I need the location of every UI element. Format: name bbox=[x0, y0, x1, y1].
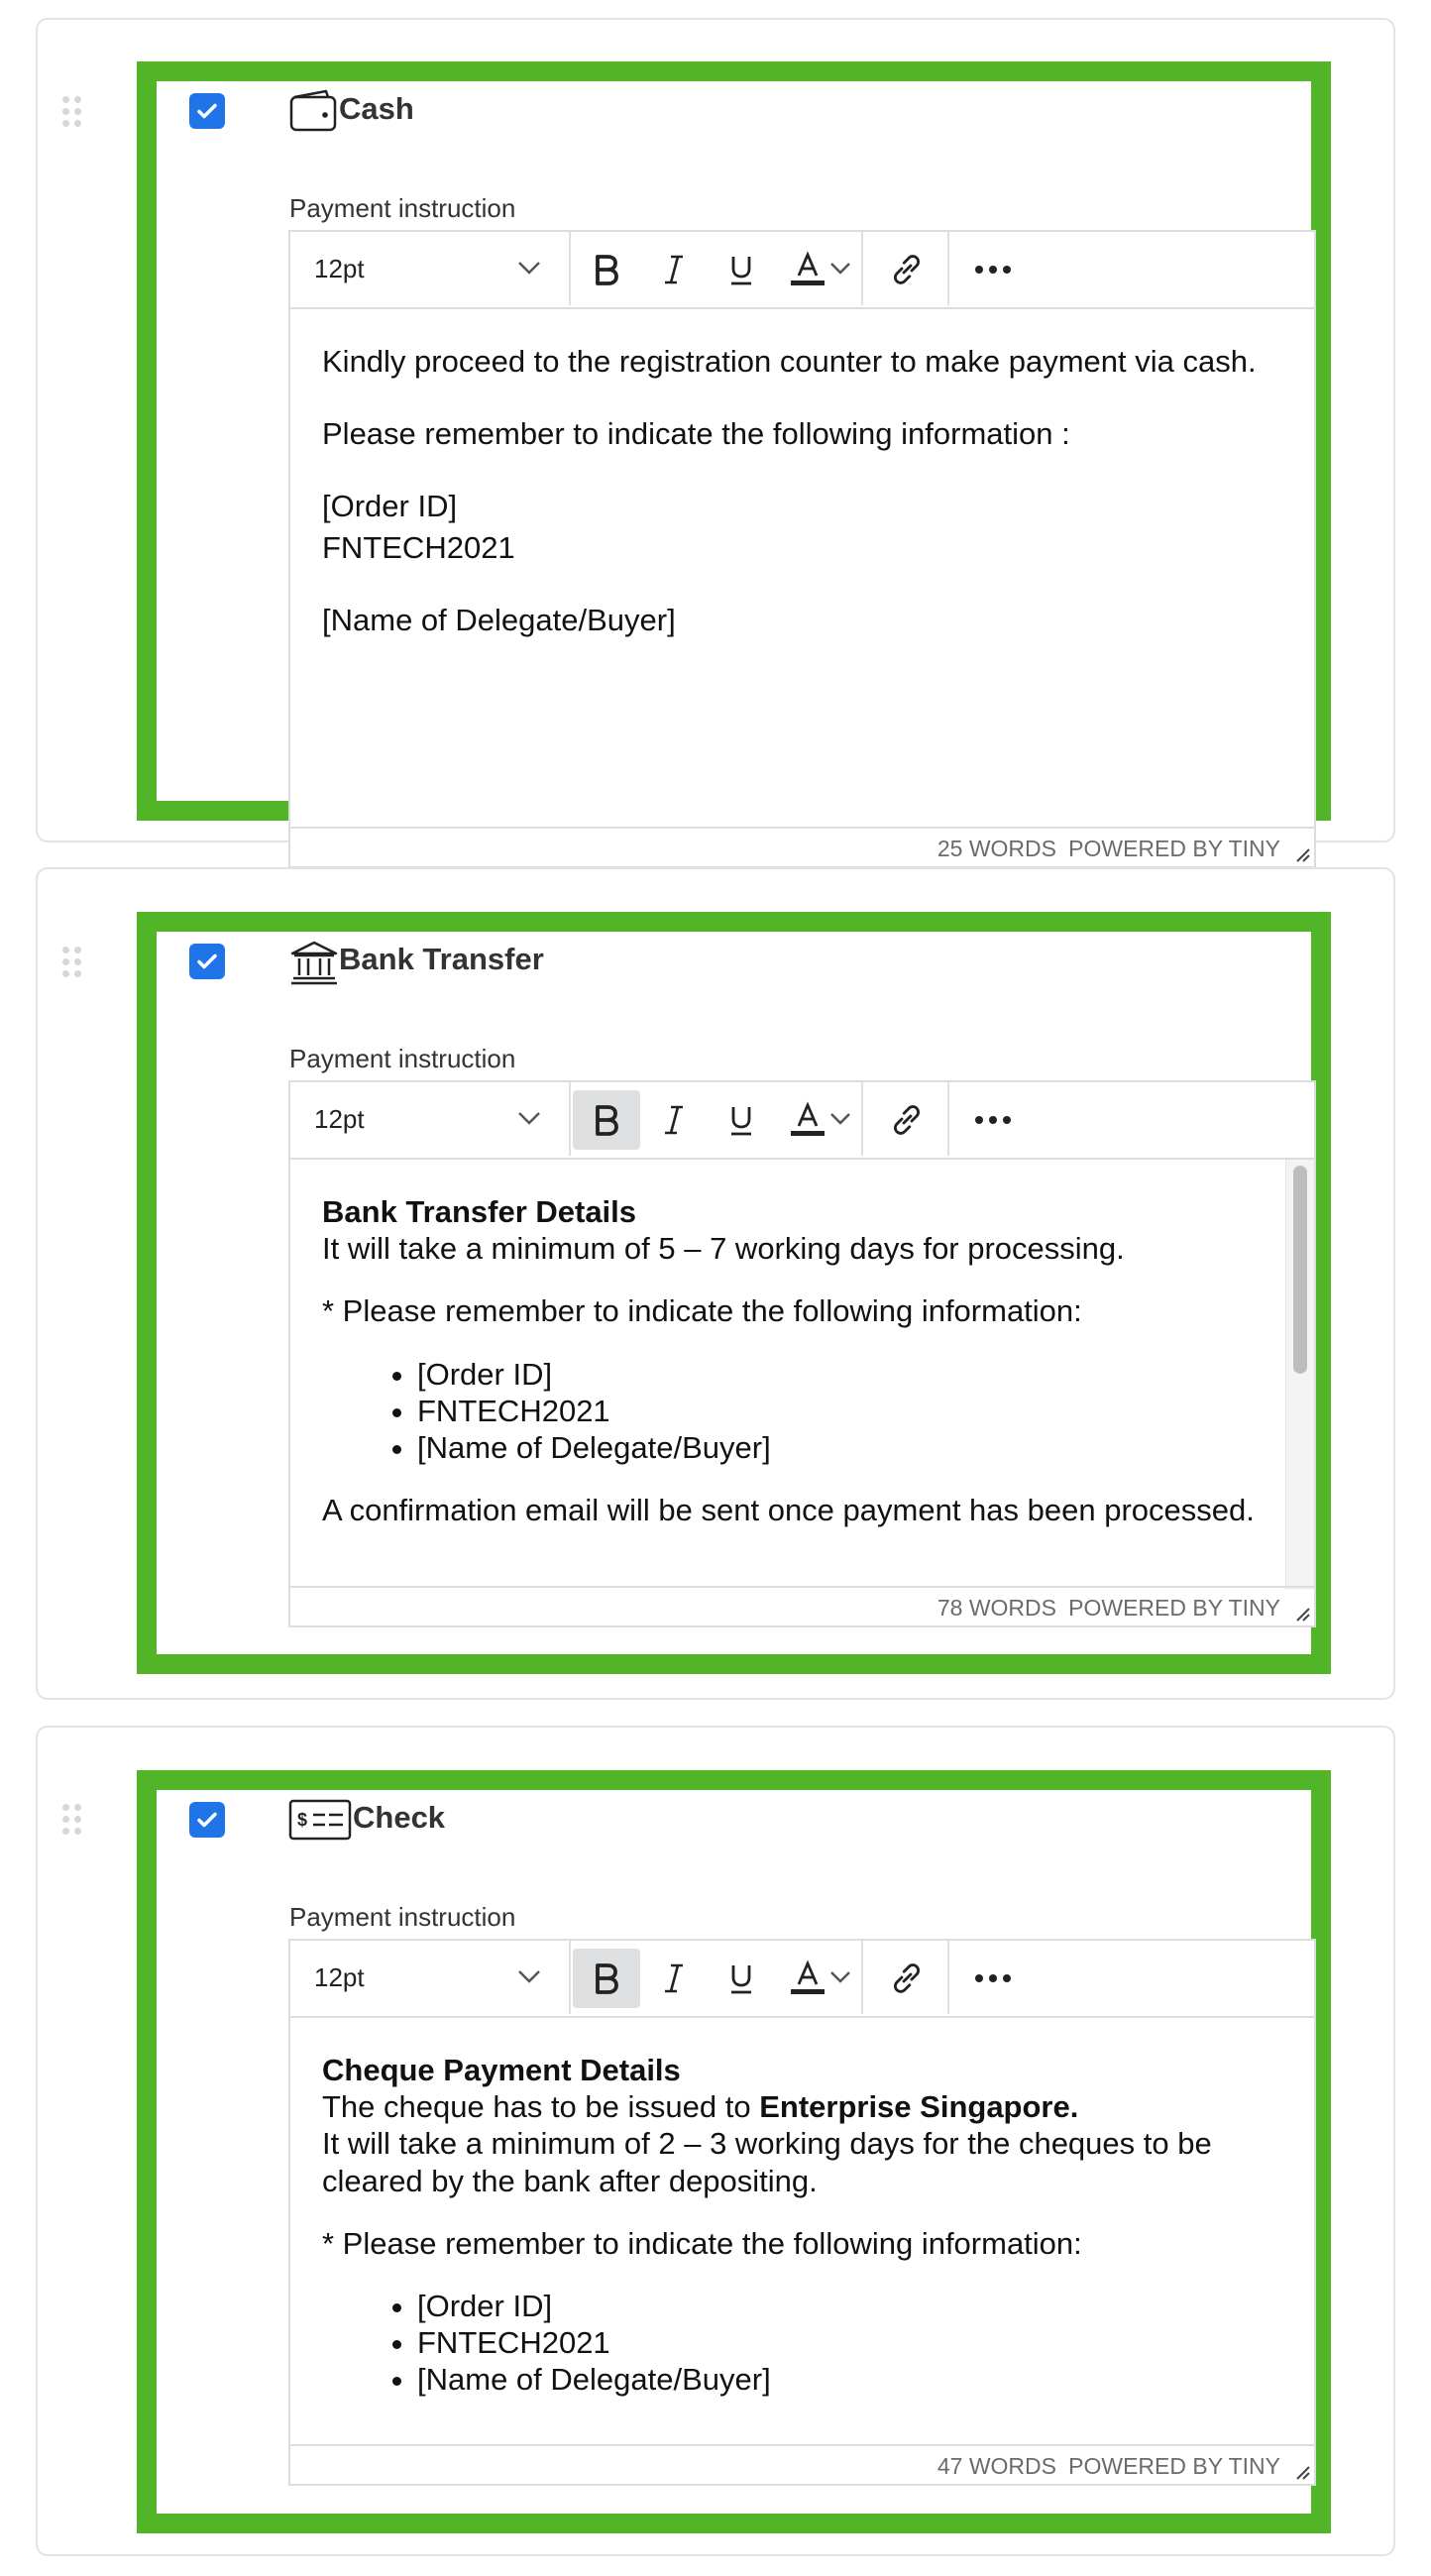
drag-handle-icon[interactable] bbox=[62, 947, 84, 978]
text-color-icon bbox=[788, 1959, 827, 1998]
paragraph: [Name of Delegate/Buyer] bbox=[322, 603, 676, 638]
editor-statusbar bbox=[290, 827, 1314, 866]
underline-button[interactable] bbox=[708, 1090, 775, 1150]
info-list bbox=[322, 2288, 1284, 2399]
highlight-frame bbox=[137, 1770, 1331, 2533]
content-heading: Cheque Payment Details bbox=[322, 2053, 681, 2087]
more-options-button[interactable] bbox=[959, 1949, 1027, 2008]
italic-icon bbox=[659, 1103, 689, 1137]
more-options-button[interactable] bbox=[959, 1090, 1027, 1150]
powered-by-link[interactable]: POWERED BY TINY bbox=[1068, 1595, 1280, 1621]
italic-button[interactable] bbox=[640, 1949, 708, 2008]
resize-handle-icon[interactable] bbox=[1293, 2463, 1311, 2481]
svg-text:$: $ bbox=[297, 1810, 308, 1830]
highlight-frame bbox=[137, 912, 1331, 1674]
chevron-down-icon[interactable] bbox=[828, 260, 852, 278]
enable-checkbox[interactable] bbox=[189, 93, 225, 129]
word-count: 25 WORDS bbox=[936, 836, 1056, 861]
insert-link-button[interactable] bbox=[873, 1090, 940, 1150]
enable-checkbox[interactable] bbox=[189, 944, 225, 979]
paragraph: Kindly proceed to the registration counter to make payment via cash. bbox=[322, 344, 1257, 379]
editor-toolbar bbox=[290, 1082, 1314, 1160]
paragraph: [Order ID] bbox=[322, 488, 458, 523]
font-size-select[interactable]: 12pt bbox=[314, 1104, 365, 1134]
paragraph: * Please remember to indicate the following information: bbox=[322, 2225, 1082, 2261]
editor-content[interactable] bbox=[290, 1160, 1314, 1637]
bold-button[interactable] bbox=[573, 1090, 640, 1150]
checkmark-icon bbox=[195, 99, 219, 123]
paragraph: * Please remember to indicate the following information: bbox=[322, 1293, 1082, 1329]
more-options-button[interactable] bbox=[959, 240, 1027, 299]
word-count: 47 WORDS bbox=[936, 2453, 1056, 2479]
bold-icon bbox=[592, 253, 621, 286]
chevron-down-icon[interactable] bbox=[516, 258, 542, 278]
editor-toolbar bbox=[290, 232, 1314, 309]
list-item: • [Order ID] bbox=[417, 2288, 1284, 2324]
chevron-down-icon[interactable] bbox=[516, 1966, 542, 1986]
drag-handle-icon[interactable] bbox=[62, 96, 84, 128]
list-item: • [Name of Delegate/Buyer] bbox=[417, 1429, 1255, 1466]
italic-icon bbox=[659, 253, 689, 286]
checkmark-icon bbox=[195, 950, 219, 973]
chevron-down-icon[interactable] bbox=[828, 1968, 852, 1986]
list-item: • FNTECH2021 bbox=[417, 1393, 1255, 1429]
insert-link-button[interactable] bbox=[873, 1949, 940, 2008]
underline-icon bbox=[726, 1103, 756, 1137]
editor-statusbar bbox=[290, 1586, 1314, 1625]
insert-link-button[interactable] bbox=[873, 240, 940, 299]
method-title: Bank Transfer bbox=[339, 942, 544, 976]
paragraph: It will take a minimum of 2 – 3 working days for the cheques to be cleared by the bank after depositing. bbox=[322, 2126, 1212, 2198]
paragraph: Please remember to indicate the following information : bbox=[322, 415, 1070, 451]
editor-content[interactable] bbox=[290, 309, 1314, 842]
cheque-icon bbox=[288, 1798, 352, 1842]
payment-instruction-label: Payment instruction bbox=[289, 1902, 516, 1932]
link-icon bbox=[887, 1959, 927, 1998]
paragraph: A confirmation email will be sent once payment has been processed. bbox=[322, 1493, 1255, 1528]
chevron-down-icon[interactable] bbox=[828, 1110, 852, 1128]
underline-button[interactable] bbox=[708, 240, 775, 299]
bank-icon bbox=[288, 940, 340, 985]
more-icon bbox=[973, 1972, 1013, 1984]
powered-by-link[interactable]: POWERED BY TINY bbox=[1068, 836, 1280, 861]
paragraph bbox=[322, 2088, 1284, 2125]
italic-icon bbox=[659, 1961, 689, 1995]
font-size-select[interactable]: 12pt bbox=[314, 254, 365, 283]
chevron-down-icon[interactable] bbox=[516, 1108, 542, 1128]
editor-toolbar bbox=[290, 1941, 1314, 2018]
italic-button[interactable] bbox=[640, 1090, 708, 1150]
text-color-icon bbox=[788, 250, 827, 289]
payment-instruction-label: Payment instruction bbox=[289, 1044, 516, 1073]
bold-button[interactable] bbox=[573, 1949, 640, 2008]
resize-handle-icon[interactable] bbox=[1293, 845, 1311, 863]
info-list bbox=[322, 1356, 1255, 1467]
text-color-icon bbox=[788, 1100, 827, 1140]
wallet-icon bbox=[288, 89, 338, 133]
rich-text-editor[interactable] bbox=[288, 1939, 1316, 2486]
method-title: Cash bbox=[339, 91, 414, 126]
word-count: 78 WORDS bbox=[936, 1595, 1056, 1621]
rich-text-editor[interactable] bbox=[288, 1080, 1316, 1627]
issued-prefix: The cheque has to be issued to bbox=[322, 2089, 760, 2125]
bold-icon bbox=[592, 1103, 621, 1137]
editor-statusbar bbox=[290, 2444, 1314, 2484]
underline-icon bbox=[726, 253, 756, 286]
method-title: Check bbox=[353, 1800, 446, 1835]
more-icon bbox=[973, 1114, 1013, 1126]
highlight-frame bbox=[137, 61, 1331, 861]
bold-button[interactable] bbox=[573, 240, 640, 299]
paragraph: It will take a minimum of 5 – 7 working days for processing. bbox=[322, 1231, 1125, 1267]
paragraph: FNTECH2021 bbox=[322, 530, 515, 566]
checkmark-icon bbox=[195, 1808, 219, 1832]
link-icon bbox=[887, 1100, 927, 1140]
italic-button[interactable] bbox=[640, 240, 708, 299]
enable-checkbox[interactable] bbox=[189, 1802, 225, 1838]
font-size-select[interactable]: 12pt bbox=[314, 1962, 365, 1992]
more-icon bbox=[973, 264, 1013, 276]
powered-by-link[interactable]: POWERED BY TINY bbox=[1068, 2453, 1280, 2479]
list-item: • [Name of Delegate/Buyer] bbox=[417, 2361, 1284, 2398]
list-item: • [Order ID] bbox=[417, 1356, 1255, 1393]
underline-button[interactable] bbox=[708, 1949, 775, 2008]
bold-icon bbox=[592, 1961, 621, 1995]
scrollbar-thumb[interactable] bbox=[1293, 1166, 1307, 1374]
rich-text-editor[interactable] bbox=[288, 230, 1316, 868]
list-item: • FNTECH2021 bbox=[417, 2324, 1284, 2361]
payment-instruction-label: Payment instruction bbox=[289, 193, 516, 223]
underline-icon bbox=[726, 1961, 756, 1995]
content-heading: Bank Transfer Details bbox=[322, 1194, 637, 1229]
editor-scrollbar[interactable] bbox=[1285, 1160, 1314, 1590]
editor-content[interactable] bbox=[290, 2018, 1314, 2496]
resize-handle-icon[interactable] bbox=[1293, 1605, 1311, 1623]
link-icon bbox=[887, 250, 927, 289]
issued-to: Enterprise Singapore. bbox=[759, 2089, 1079, 2125]
drag-handle-icon[interactable] bbox=[62, 1804, 84, 1836]
